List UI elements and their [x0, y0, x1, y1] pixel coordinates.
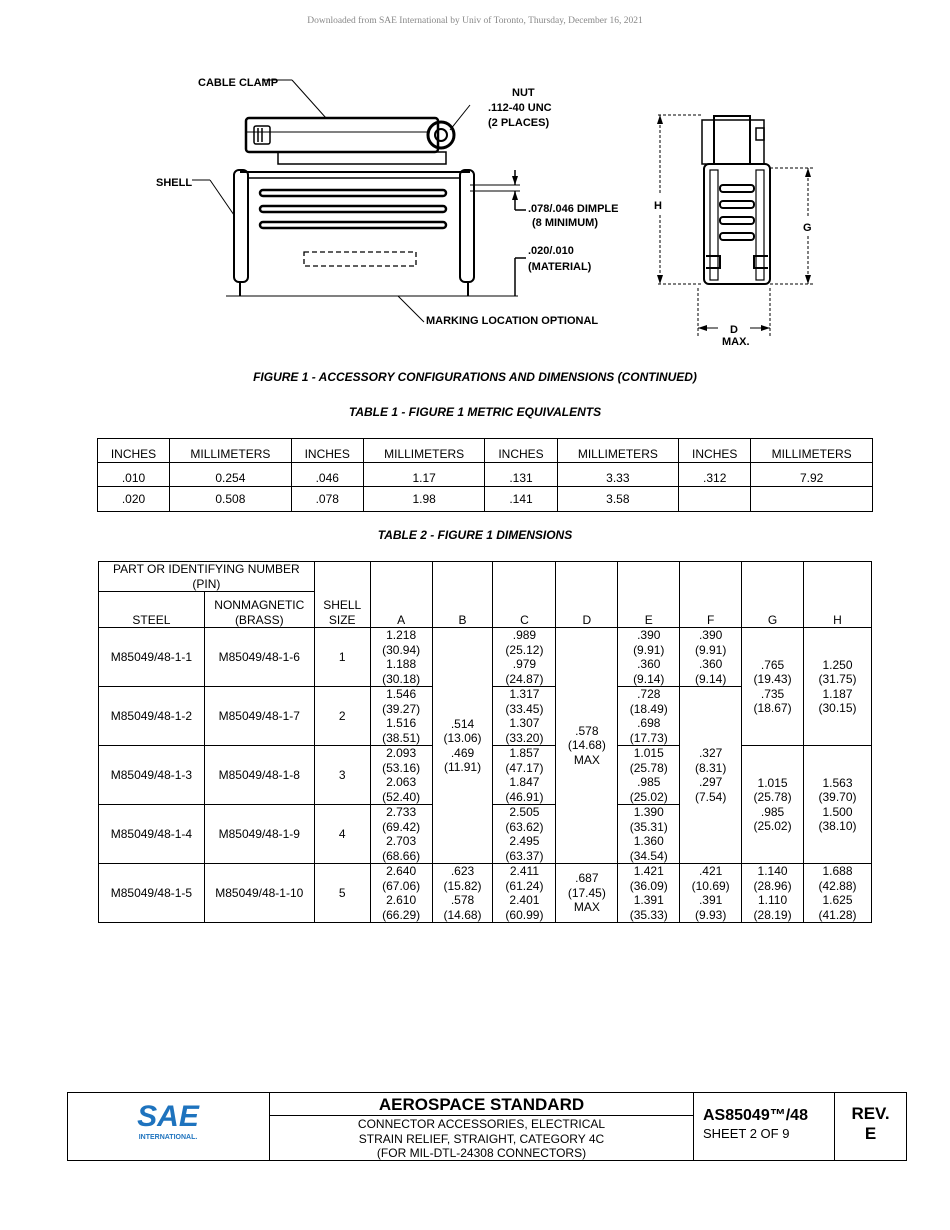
clamp-body: [246, 118, 438, 152]
header-shell-size: SHELL SIZE: [314, 562, 370, 628]
t1-cell: .131: [485, 463, 557, 487]
dim-e: 1.390 (35.31) 1.360 (34.54): [618, 805, 680, 864]
dim-c: .989 (25.12) .979 (24.87): [493, 628, 556, 687]
t1-cell: 3.33: [557, 463, 679, 487]
header-c: C: [493, 562, 556, 628]
label-dim-g: G: [803, 222, 812, 234]
dim-f: .421 (10.69) .391 (9.93): [680, 864, 742, 923]
shell-size: 1: [314, 628, 370, 687]
label-material: .020/.010: [528, 245, 574, 257]
nut-shape: [428, 122, 454, 148]
header-b: B: [432, 562, 493, 628]
dim-e: 1.421 (36.09) 1.391 (35.33): [618, 864, 680, 923]
dim-g-merged: .765 (19.43) .735 (18.67): [742, 628, 804, 746]
dim-a: 2.640 (67.06) 2.610 (66.29): [370, 864, 432, 923]
dim-e: .390 (9.91) .360 (9.14): [618, 628, 680, 687]
steel-pin: M85049/48-1-2: [99, 687, 205, 746]
shell-size: 2: [314, 687, 370, 746]
t1-cell: .078: [291, 487, 363, 512]
dim-a: 2.733 (69.42) 2.703 (68.66): [370, 805, 432, 864]
t1-cell: .312: [679, 463, 751, 487]
dim-c: 2.505 (63.62) 2.495 (63.37): [493, 805, 556, 864]
sheet-number: SHEET 2 OF 9: [703, 1126, 790, 1141]
table2-title: TABLE 2 - FIGURE 1 DIMENSIONS: [377, 528, 573, 542]
figure-caption: FIGURE 1 - ACCESSORY CONFIGURATIONS AND DIMENSIONS (CONTINUED): [253, 370, 697, 384]
nonmagnetic-pin: M85049/48-1-10: [204, 864, 314, 923]
dim-a: 1.218 (30.94) 1.188 (30.18): [370, 628, 432, 687]
label-nut-places: (2 PLACES): [488, 117, 550, 129]
connector-drawing: [130, 60, 830, 360]
header-pin-group: PART OR IDENTIFYING NUMBER (PIN): [99, 562, 315, 592]
dim-b: .623 (15.82) .578 (14.68): [432, 864, 493, 923]
steel-pin: M85049/48-1-1: [99, 628, 205, 687]
dim-h-merged: 1.563 (39.70) 1.500 (38.10): [804, 746, 872, 864]
t1-header: MILLIMETERS: [557, 439, 679, 463]
dim-e: 1.015 (25.78) .985 (25.02): [618, 746, 680, 805]
label-dimple-min: (8 MINIMUM): [532, 217, 598, 229]
dim-a: 2.093 (53.16) 2.063 (52.40): [370, 746, 432, 805]
t1-cell: 3.58: [557, 487, 679, 512]
steel-pin: M85049/48-1-4: [99, 805, 205, 864]
shell-size: 4: [314, 805, 370, 864]
t1-cell: 0.254: [170, 463, 292, 487]
dim-g-merged: 1.015 (25.78) .985 (25.02): [742, 746, 804, 864]
label-dim-max: MAX.: [722, 336, 750, 348]
revision-cell: [835, 1093, 906, 1160]
revision-value: E: [864, 1124, 877, 1143]
nonmagnetic-pin: M85049/48-1-7: [204, 687, 314, 746]
t1-header: MILLIMETERS: [170, 439, 292, 463]
dim-c: 1.317 (33.45) 1.307 (33.20): [493, 687, 556, 746]
dim-c: 1.857 (47.17) 1.847 (46.91): [493, 746, 556, 805]
subtitle-line: STRAIN RELIEF, STRAIGHT, CATEGORY 4C: [358, 1131, 605, 1146]
label-dimple: .078/.046 DIMPLE: [528, 203, 619, 215]
dim-h: 1.688 (42.88) 1.625 (41.28): [804, 864, 872, 923]
revision-label: REV.: [851, 1104, 890, 1123]
t1-cell: 0.508: [170, 487, 292, 512]
t1-cell: 1.98: [363, 487, 485, 512]
document-number: AS85049™/48: [703, 1107, 808, 1124]
t1-header: INCHES: [679, 439, 751, 463]
label-shell: SHELL: [156, 177, 193, 189]
steel-pin: M85049/48-1-5: [99, 864, 205, 923]
dim-f-merged: .327 (8.31) .297 (7.54): [680, 687, 742, 864]
label-cable-clamp: CABLE CLAMP: [198, 77, 279, 89]
logo-text: SAE: [137, 1100, 199, 1133]
header-nonmagnetic: NONMAGNETIC (BRASS): [204, 592, 314, 628]
dimensions-table: [98, 561, 872, 923]
dim-d: .687 (17.45) MAX: [556, 864, 618, 923]
t1-cell: [679, 487, 751, 512]
dim-e: .728 (18.49) .698 (17.73): [618, 687, 680, 746]
t1-cell: [751, 487, 873, 512]
t1-header: INCHES: [485, 439, 557, 463]
label-nut-spec: .112-40 UNC: [488, 102, 552, 114]
t1-header: INCHES: [98, 439, 170, 463]
t1-cell: .046: [291, 463, 363, 487]
t1-header: MILLIMETERS: [751, 439, 873, 463]
t1-cell: .141: [485, 487, 557, 512]
sae-logo: [68, 1093, 270, 1160]
nonmagnetic-pin: M85049/48-1-9: [204, 805, 314, 864]
header-e: E: [618, 562, 680, 628]
table1-title: TABLE 1 - FIGURE 1 METRIC EQUIVALENTS: [348, 405, 602, 419]
title-cell: [270, 1093, 694, 1160]
shell-size: 5: [314, 864, 370, 923]
dim-g: 1.140 (28.96) 1.110 (28.19): [742, 864, 804, 923]
steel-pin: M85049/48-1-3: [99, 746, 205, 805]
label-dim-h: H: [654, 200, 662, 212]
header-f: F: [680, 562, 742, 628]
header-d: D: [556, 562, 618, 628]
label-dim-d: D: [730, 324, 738, 336]
nonmagnetic-pin: M85049/48-1-8: [204, 746, 314, 805]
subtitle-line: (FOR MIL-DTL-24308 CONNECTORS): [376, 1146, 587, 1160]
logo-sub: INTERNATIONAL.: [138, 1134, 198, 1141]
dim-d-merged: .578 (14.68) MAX: [556, 628, 618, 864]
header-g: G: [742, 562, 804, 628]
label-material-name: (MATERIAL): [528, 261, 592, 273]
label-marking: MARKING LOCATION OPTIONAL: [426, 315, 599, 327]
sae-logo-mark: [68, 1093, 269, 1160]
header-a: A: [370, 562, 432, 628]
standard-title: AEROSPACE STANDARD: [270, 1093, 693, 1116]
label-nut: NUT: [512, 87, 535, 99]
header-steel: STEEL: [99, 592, 205, 628]
header-h: H: [804, 562, 872, 628]
dim-b-merged: .514 (13.06) .469 (11.91): [432, 628, 493, 864]
dim-f: .390 (9.91) .360 (9.14): [680, 628, 742, 687]
standard-subtitle: [270, 1116, 693, 1161]
t1-header: MILLIMETERS: [363, 439, 485, 463]
nonmagnetic-pin: M85049/48-1-6: [204, 628, 314, 687]
subtitle-line: CONNECTOR ACCESSORIES, ELECTRICAL: [357, 1117, 606, 1131]
t1-cell: .020: [98, 487, 170, 512]
t1-cell: .010: [98, 463, 170, 487]
metric-equivalents-table: [97, 438, 873, 512]
shell-size: 3: [314, 746, 370, 805]
document-cell: [694, 1093, 835, 1160]
t1-cell: 1.17: [363, 463, 485, 487]
dim-a: 1.546 (39.27) 1.516 (38.51): [370, 687, 432, 746]
dim-c: 2.411 (61.24) 2.401 (60.99): [493, 864, 556, 923]
t1-cell: 7.92: [751, 463, 873, 487]
t1-header: INCHES: [291, 439, 363, 463]
dim-h-merged: 1.250 (31.75) 1.187 (30.15): [804, 628, 872, 746]
download-note: Downloaded from SAE International by Univ of Toronto, Thursday, December 16, 2021: [307, 16, 643, 26]
title-block: [67, 1092, 907, 1161]
